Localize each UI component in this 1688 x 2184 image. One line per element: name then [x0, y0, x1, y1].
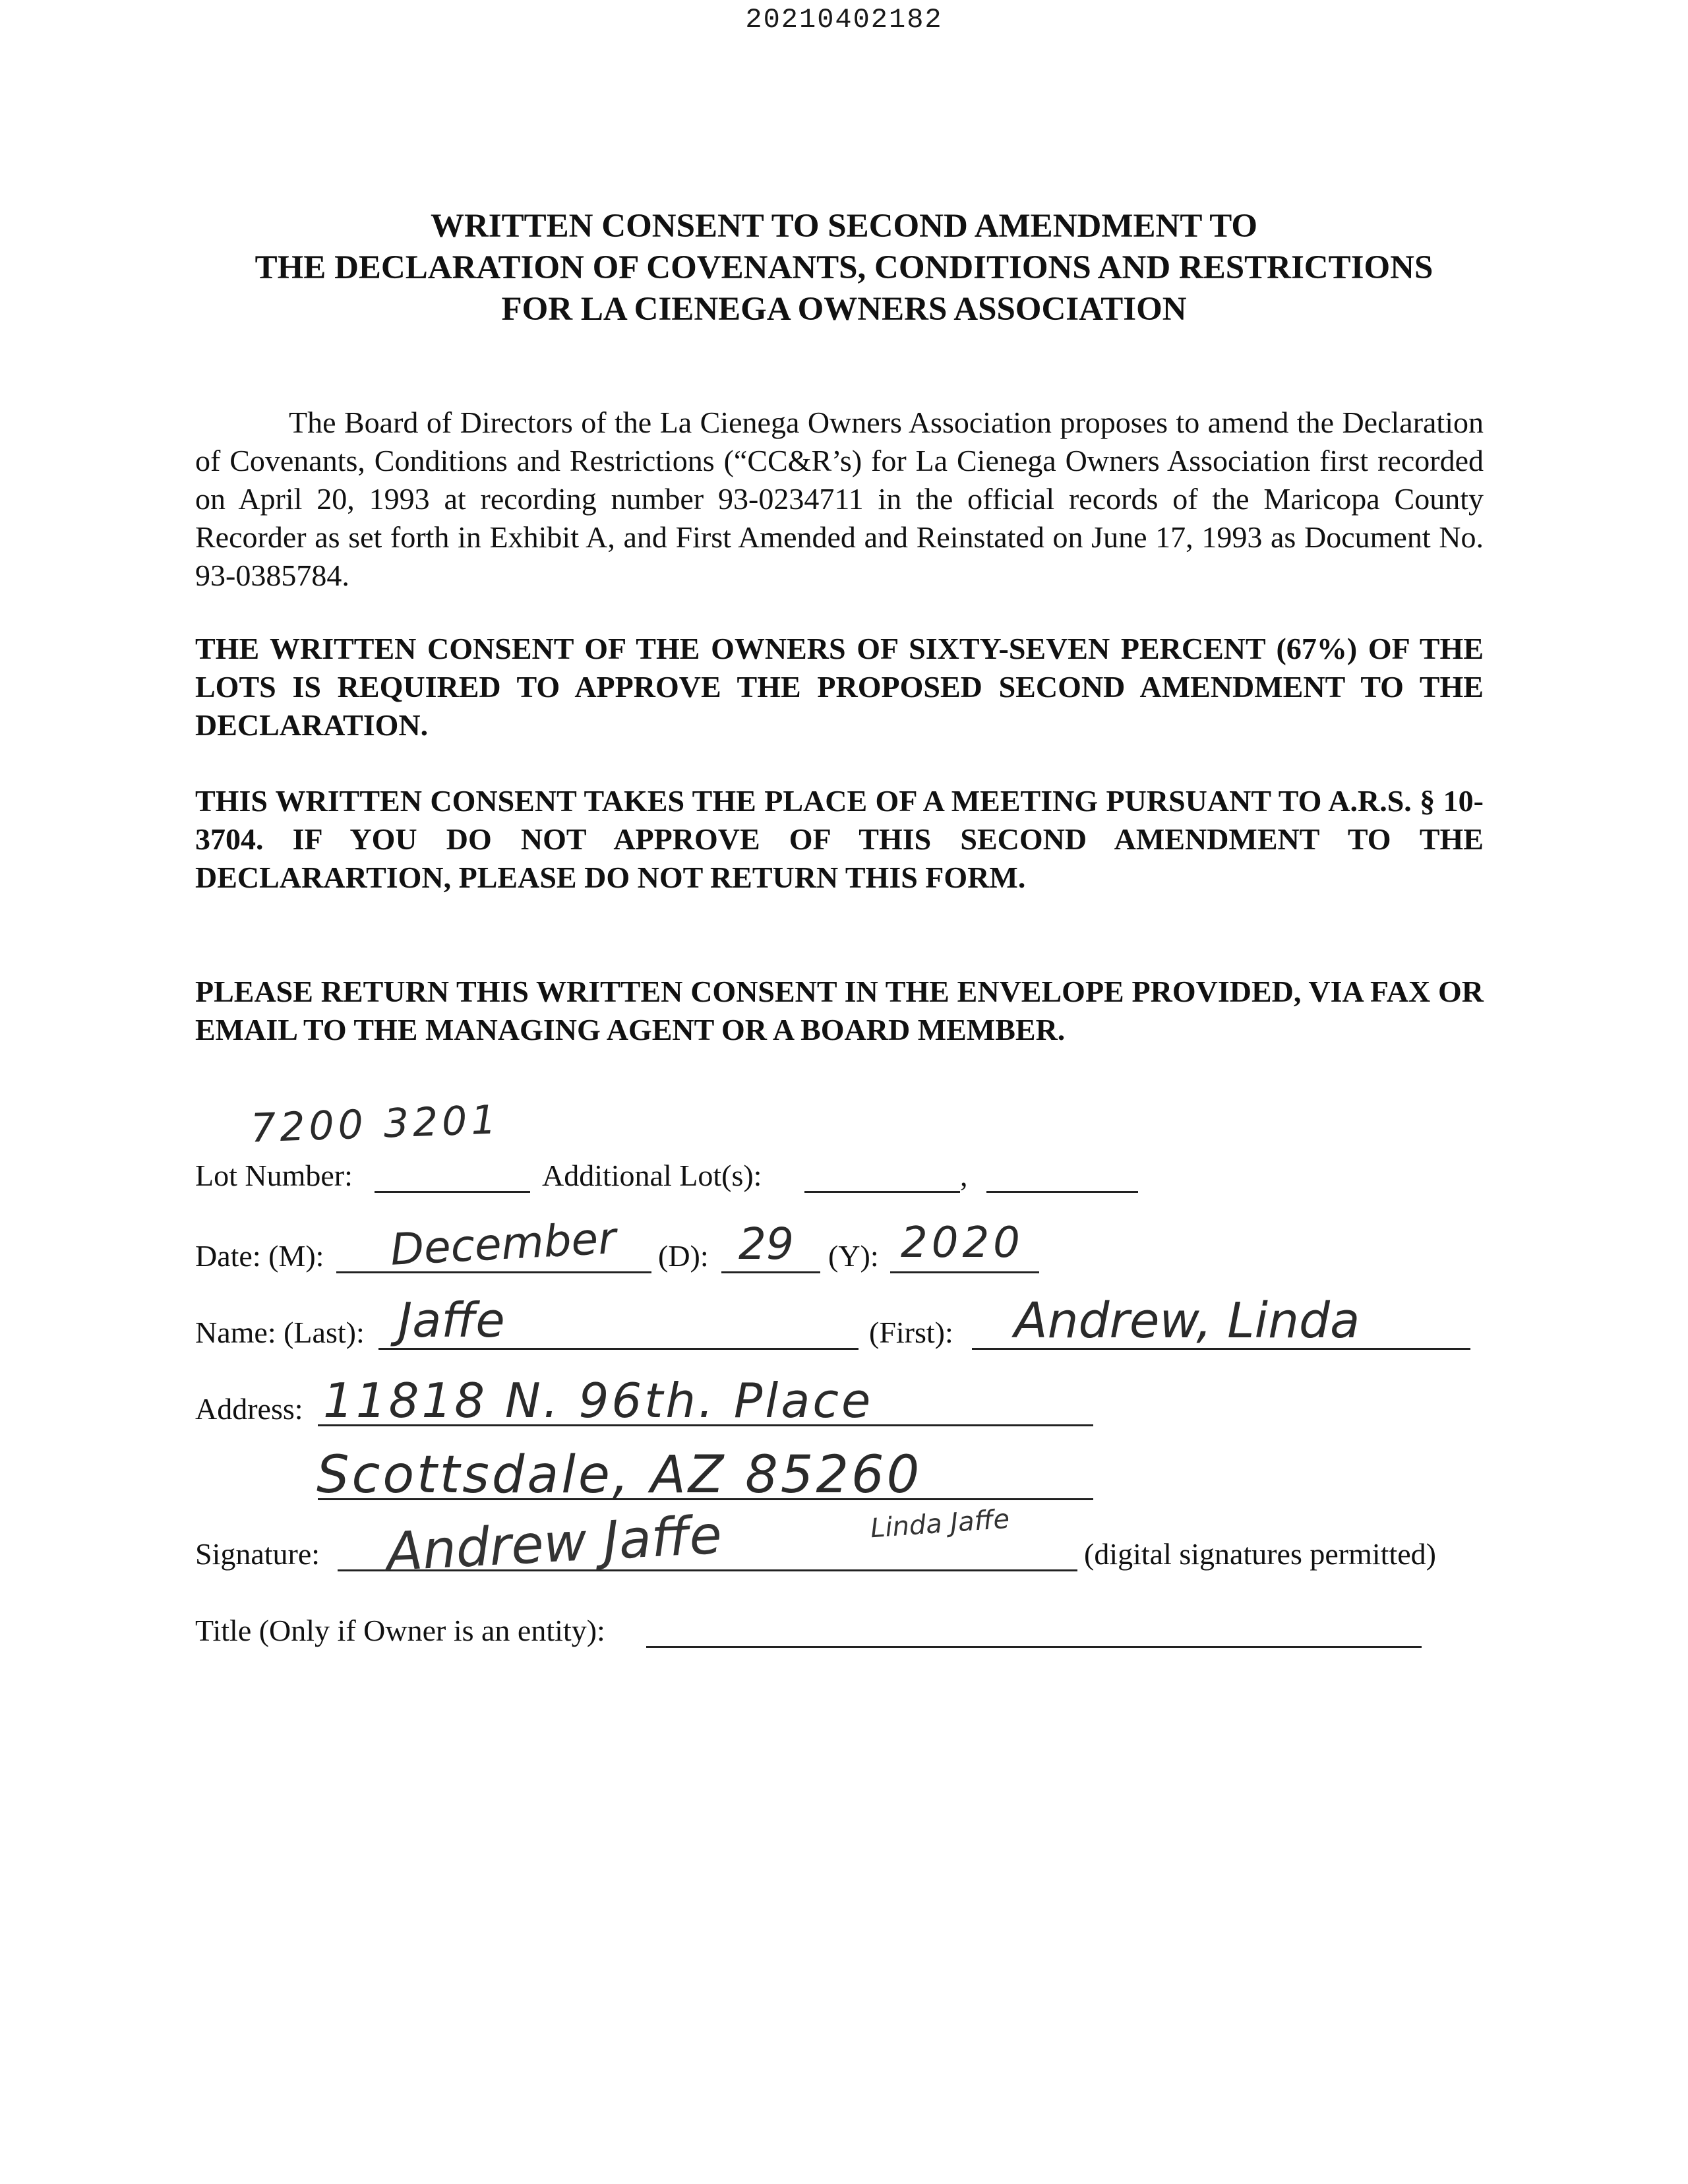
name-last-field[interactable]: [378, 1348, 859, 1350]
signature-label: Signature:: [195, 1537, 320, 1571]
date-day-label: (D):: [658, 1239, 709, 1273]
document-title: [132, 206, 1556, 330]
notice-consent-required: THE WRITTEN CONSENT OF THE OWNERS OF SIXTY-SEVEN PERCENT (67%) OF THE LOTS IS REQUIRED TO APPROVE THE PROPOSED SECOND AMENDMENT TO THE DECLARATION.: [195, 632, 1484, 742]
name-first-label: (First):: [869, 1316, 953, 1349]
additional-lots-label: Additional Lot(s):: [542, 1159, 762, 1192]
lot-number-handwritten: 7200 3201: [249, 1097, 501, 1152]
date-year-value: 2020: [901, 1219, 1024, 1267]
date-day-value: 29: [738, 1219, 794, 1269]
date-day-field[interactable]: [721, 1271, 820, 1273]
entity-title-field[interactable]: [646, 1646, 1422, 1648]
date-year-field[interactable]: [890, 1271, 1039, 1273]
date-month-value: December: [389, 1213, 618, 1275]
address-line2-value: Scottsdale, AZ 85260: [316, 1445, 922, 1505]
title-line-2: THE DECLARATION OF COVENANTS, CONDITIONS AND RESTRICTIONS: [255, 249, 1433, 286]
additional-lot-field-2[interactable]: [986, 1191, 1138, 1193]
signature-note: (digital signatures permitted): [1084, 1537, 1436, 1571]
name-first-value: Andrew, Linda: [1014, 1292, 1360, 1349]
address-label: Address:: [195, 1392, 303, 1426]
title-line-3: FOR LA CIENEGA OWNERS ASSOCIATION: [501, 291, 1187, 328]
notice-meeting: THIS WRITTEN CONSENT TAKES THE PLACE OF A MEETING PURSUANT TO A.R.S. § 10-3704. IF YOU DO NOT APPROVE OF THIS SECOND AMENDMENT TO THE DECLARARTION, PLEASE DO NOT RETURN THIS FORM.: [195, 784, 1484, 894]
name-last-value: Jaffe: [398, 1292, 505, 1348]
additional-lots-separator: ,: [960, 1159, 968, 1192]
additional-lot-field-1[interactable]: [804, 1191, 960, 1193]
date-year-label: (Y):: [828, 1239, 879, 1273]
date-month-label: Date: (M):: [195, 1239, 324, 1273]
signature-primary: Andrew Jaffe: [384, 1503, 723, 1583]
name-last-label: Name: (Last):: [195, 1316, 365, 1349]
address-line1-value: 11818 N. 96th. Place: [323, 1373, 874, 1428]
recording-number: 20210402182: [745, 4, 943, 36]
title-line-1: WRITTEN CONSENT TO SECOND AMENDMENT TO: [430, 208, 1258, 245]
body-paragraph: The Board of Directors of the La Cienega Owners Association proposes to amend the Declaration of Covenants, Conditions and Restrictions (“CC&R’s) for La Cienega Owners Association first recorded on April 20, 1993 at recording number 93-0234711 in the official records of the Maricopa County Recorder as set forth in Exhibit A, and First Amended and Reinstated on June 17, 1993 as Document No. 93-0385784.: [195, 406, 1484, 592]
signature-secondary: Linda Jaffe: [869, 1503, 1011, 1544]
date-month-field[interactable]: [336, 1271, 651, 1273]
lot-number-row: [195, 1157, 353, 1195]
notice-return: PLEASE RETURN THIS WRITTEN CONSENT IN THE ENVELOPE PROVIDED, VIA FAX OR EMAIL TO THE MANAGING AGENT OR A BOARD MEMBER.: [195, 975, 1484, 1046]
lot-number-field[interactable]: [375, 1191, 530, 1193]
entity-title-label: Title (Only if Owner is an entity):: [195, 1614, 605, 1647]
lot-number-label: Lot Number:: [195, 1159, 353, 1192]
